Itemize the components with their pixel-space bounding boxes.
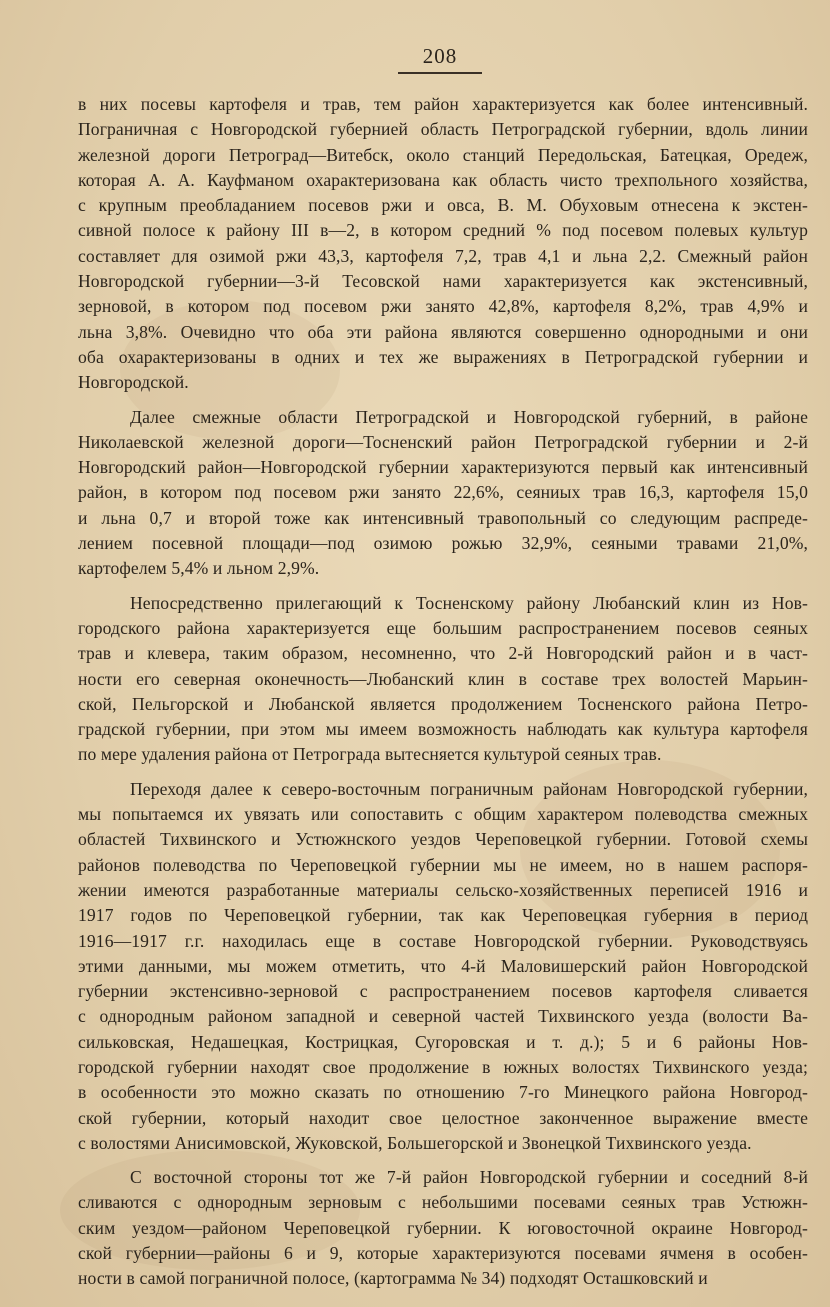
- paragraph: [78, 1165, 808, 1291]
- text-line: картофелем 5,4% и льном 2,9%.: [78, 558, 320, 579]
- text-line: городского района характеризуется еще большим распространением посевов сеяных: [78, 617, 808, 638]
- text-line: льна 3,8%. Очевидно что оба эти района являются совершенно однородными и они: [78, 321, 808, 342]
- text-line: сивной полосе к району III в—2, в котором средний % под посевом полевых культур: [78, 220, 808, 241]
- text-line: Николаевской железной дороги—Тосненский район Петроградской губернии и 2-й: [78, 431, 808, 452]
- page-number-rule: [398, 72, 482, 74]
- text-line: Далее смежные области Петроградской и Новгородской губерний, в районе: [130, 406, 808, 427]
- text-line: ской губернии, который находит свое целостное законченное выражение вместе: [78, 1107, 808, 1128]
- text-line: Новгородский район—Новгородской губернии характеризуются первый как интенсивный: [78, 457, 808, 478]
- text-line: оба охарактеризованы в одних и тех же выражениях в Петроградской губернии и: [78, 346, 808, 367]
- text-line: Новгородской.: [78, 372, 189, 393]
- text-line: сливаются с однородным зерновым с небольшими посевами сеяных трав Устюжн-: [78, 1192, 808, 1213]
- text-line: с крупным преобладанием посевов ржи и овса, В. М. Обуховым отнесена к экстен-: [78, 195, 808, 216]
- text-line: ской, Пельгорской и Любанской является продолжением Тосненского района Петро-: [78, 693, 808, 714]
- text-line: городской губернии находят свое продолжение в южных волостях Тихвинского уезда;: [78, 1056, 808, 1077]
- text-line: по мере удаления района от Петрограда вытесняется культурой сеяных трав.: [78, 744, 662, 765]
- text-line: С восточной стороны тот же 7-й район Новгородской губернии и соседний 8-й: [130, 1167, 808, 1188]
- paragraph-gap: [78, 582, 808, 591]
- text-line: ности его северная оконечность—Любанский клин в составе трех волостей Марьин-: [78, 668, 808, 689]
- text-line: ской губернии—районы 6 и 9, которые характеризуются посевами ячменя в особен-: [78, 1243, 808, 1264]
- body-text: [78, 92, 808, 1292]
- text-line: Непосредственно прилегающий к Тосненскому району Любанский клин из Нов-: [130, 592, 808, 613]
- text-line: которая А. А. Кауфманом охарактеризована как область чисто трехпольного хозяйства,: [78, 169, 808, 190]
- text-line: 1917 годов по Череповецкой губернии, так как Череповецкая губерния в период: [78, 905, 808, 926]
- text-line: и льна 0,7 и второй тоже как интенсивный травопольный со следующим распреде-: [78, 507, 808, 528]
- text-line: районов полеводства по Череповецкой губернии мы не имеем, но в нашем распоря-: [78, 854, 808, 875]
- text-line: составляет для озимой ржи 43,3, картофеля 7,2, трав 4,1 и льна 2,2. Смежный район: [78, 245, 808, 266]
- text-line: мы попытаемся их увязать или сопоставить с общим характером полеводства смежных: [78, 804, 808, 825]
- paragraph: [78, 591, 808, 768]
- paragraph-gap: [78, 768, 808, 777]
- text-line: ности в самой пограничной полосе, (картограмма № 34) подходят Осташковский и: [78, 1268, 708, 1289]
- text-line: 1916—1917 г.г. находилась еще в составе Новгородской губернии. Руководствуясь: [78, 930, 808, 951]
- text-line: в них посевы картофеля и трав, тем район характеризуется как более интенсивный.: [78, 94, 808, 114]
- text-line: ским уездом—районом Череповецкой губернии. К юговосточной окраине Новгород-: [78, 1217, 808, 1238]
- text-line: Переходя далее к северо-восточным пограничным районам Новгородской губернии,: [130, 778, 808, 799]
- text-line: с однородным районом западной и северной частей Тихвинского уезда (волости Ва-: [78, 1006, 808, 1027]
- text-line: трав и клевера, таким образом, несомненно, что 2-й Новгородский район и в част-: [78, 643, 808, 664]
- page-number: 208: [422, 44, 458, 68]
- paragraph: [78, 92, 808, 396]
- text-line: жении имеются разработанные материалы сельско-хозяйственных переписей 1916 и: [78, 879, 808, 900]
- text-line: этими данными, мы можем отметить, что 4-й Маловишерский район Новгородской: [78, 955, 808, 976]
- paragraph: [78, 405, 808, 582]
- text-line: зерновой, в котором под посевом ржи занято 42,8%, картофеля 8,2%, трав 4,9% и: [78, 296, 808, 317]
- text-line: градской губернии, при этом мы имеем возможность наблюдать как культура картофеля: [78, 719, 808, 740]
- paragraph-gap: [78, 1156, 808, 1165]
- text-line: с волостями Анисимовской, Жуковской, Большегорской и Звонецкой Тихвинского уезда.: [78, 1132, 752, 1153]
- text-line: областей Тихвинского и Устюжнского уездов Череповецкой губернии. Готовой схемы: [78, 829, 808, 850]
- paragraph-gap: [78, 396, 808, 405]
- text-line: район, в котором под посевом ржи занято 22,6%, сеяниых трав 16,3, картофеля 15,0: [78, 482, 808, 503]
- text-line: Новгородской губернии—3-й Тесовской нами характеризуется как экстенсивный,: [78, 271, 808, 292]
- paragraph: [78, 777, 808, 1156]
- text-line: губернии экстенсивно-зерновой с распространением посевов картофеля сливается: [78, 981, 808, 1002]
- text-line: сильковская, Недашецкая, Кострицкая, Сугоровская и т. д.); 5 и 6 районы Нов-: [78, 1031, 808, 1052]
- text-line: в особенности это можно сказать по отношению 7-го Минецкого района Новгород-: [78, 1082, 808, 1103]
- text-line: лением посевной площади—под озимою рожью 32,9%, сеяными травами 21,0%,: [78, 533, 808, 554]
- text-line: Пограничная с Новгородской губернией область Петроградской губернии, вдоль линии: [78, 119, 808, 140]
- text-line: железной дороги Петроград—Витебск, около станций Передольская, Батецкая, Оредеж,: [78, 144, 808, 165]
